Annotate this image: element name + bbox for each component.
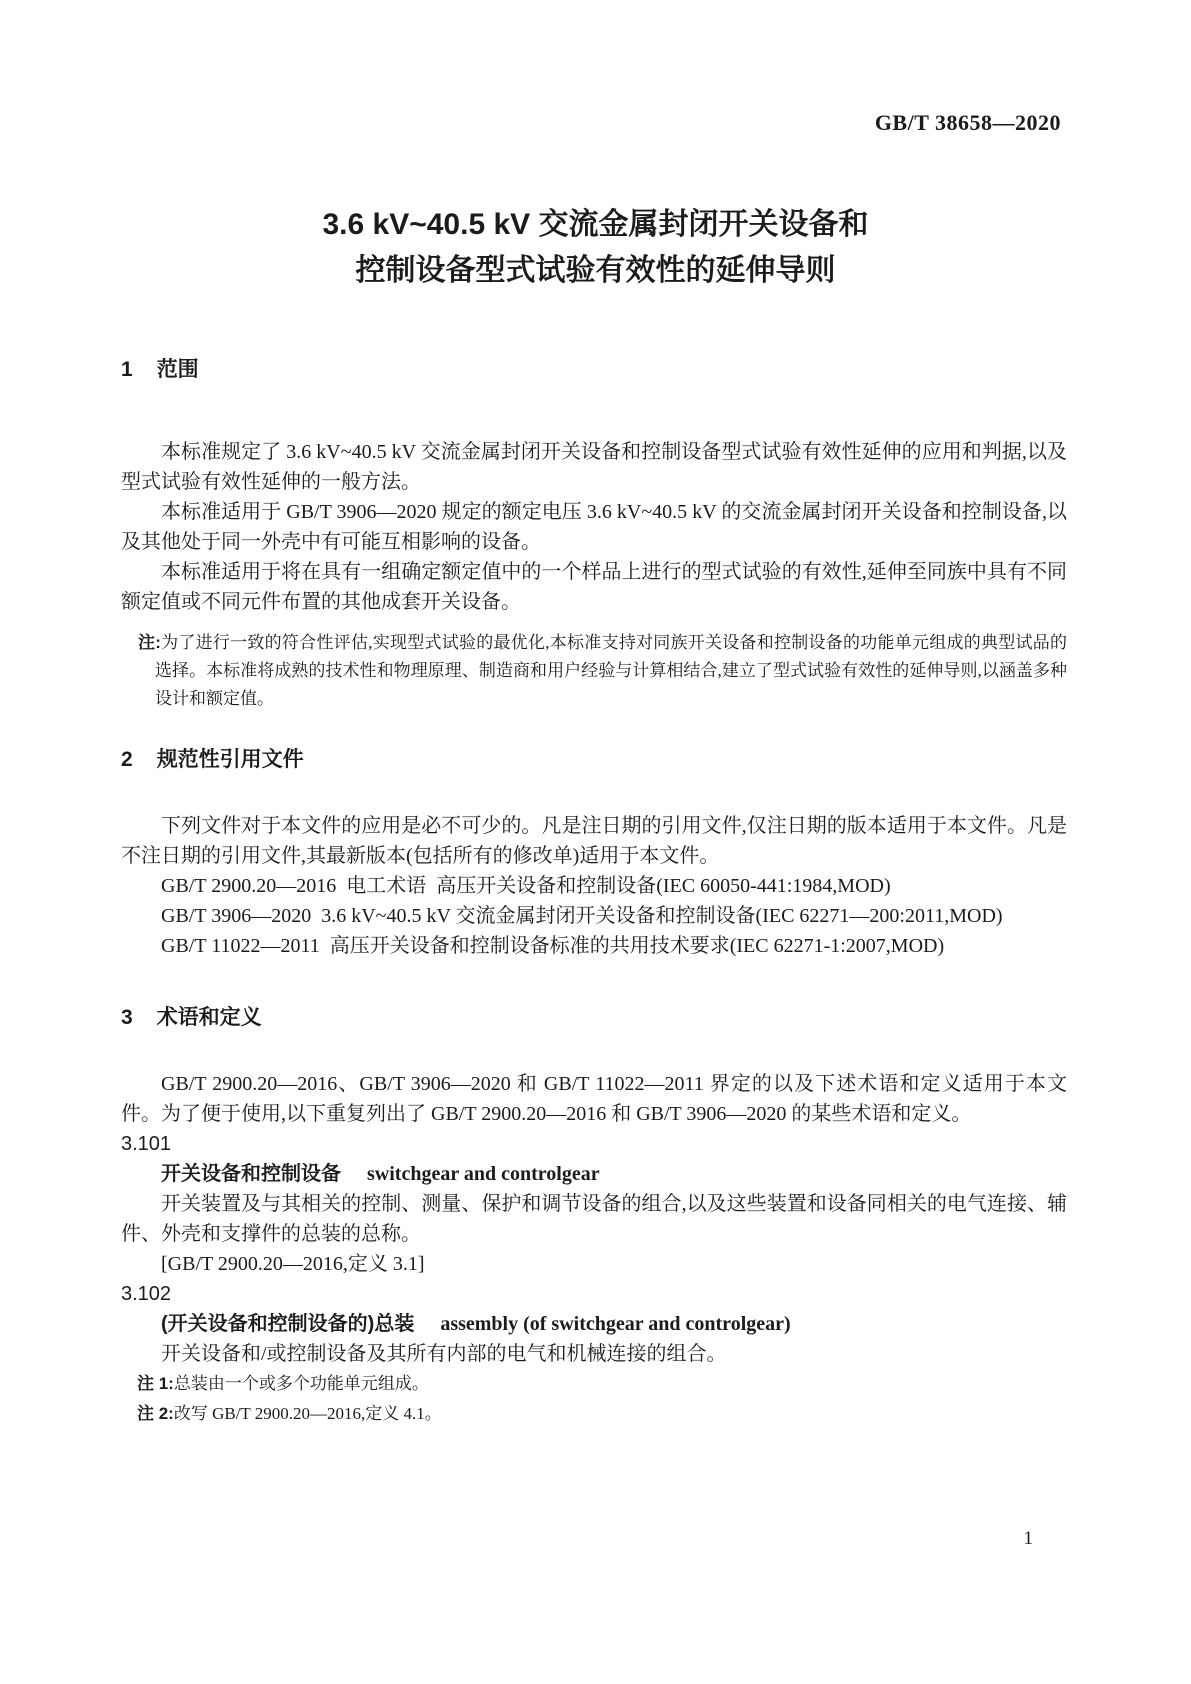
page-number: 1 xyxy=(1023,1528,1033,1549)
section-3-title: 术语和定义 xyxy=(156,1006,262,1029)
note-label: 注 1: xyxy=(137,1374,174,1393)
standard-code-header: GB/T 38658—2020 xyxy=(874,110,1061,135)
term-entry xyxy=(121,1159,1067,1189)
note-text: 总装由一个或多个功能单元组成。 xyxy=(173,1374,429,1393)
document-title xyxy=(0,202,1191,294)
section-1-paragraph: 本标准规定了 3.6 kV~40.5 kV 交流金属封闭开关设备和控制设备型式试验有效性延伸的应用和判据,以及型式试验有效性延伸的一般方法。 xyxy=(121,441,1067,493)
note-label: 注: xyxy=(138,633,161,652)
note-text: 改写 GB/T 2900.20—2016,定义 4.1。 xyxy=(173,1404,442,1423)
term-english: switchgear and controlgear xyxy=(367,1163,600,1185)
section-2-heading xyxy=(121,745,1067,775)
section-3-intro: GB/T 2900.20—2016、GB/T 3906—2020 和 GB/T 11022—2011 界定的以及下述术语和定义适用于本文件。为了便于使用,以下重复列出了 GB/T 2900.20—2016 和 GB/T 3906—2020 的某些术语和定义。 xyxy=(121,1073,1067,1125)
section-2-title: 规范性引用文件 xyxy=(156,748,304,771)
term-number: 3.102 xyxy=(121,1283,172,1305)
term-note xyxy=(137,1369,1067,1399)
section-3-number: 3 xyxy=(121,1006,133,1029)
term-definition: 开关装置及与其相关的控制、测量、保护和调节设备的组合,以及这些装置和设备同相关的电气连接、辅件、外壳和支撑件的总装的总称。 xyxy=(121,1193,1067,1245)
term-chinese: 开关设备和控制设备 xyxy=(161,1163,341,1185)
term-note xyxy=(137,1399,1067,1429)
term-english: assembly (of switchgear and controlgear) xyxy=(440,1313,791,1335)
section-1-paragraph: 本标准适用于 GB/T 3906—2020 规定的额定电压 3.6 kV~40.5 kV 的交流金属封闭开关设备和控制设备,以及其他处于同一外壳中有可能互相影响的设备。 xyxy=(121,501,1067,553)
term-chinese: (开关设备和控制设备的)总装 xyxy=(161,1313,415,1335)
document-title-line1: 3.6 kV~40.5 kV 交流金属封闭开关设备和 xyxy=(322,208,869,241)
normative-reference: GB/T 11022—2011 高压开关设备和控制设备标准的共用技术要求(IEC 62271-1:2007,MOD) xyxy=(161,935,945,957)
page-body xyxy=(121,355,1067,1429)
term-number: 3.101 xyxy=(121,1133,172,1155)
section-2-number: 2 xyxy=(121,748,133,771)
section-1-paragraph: 本标准适用于将在具有一组确定额定值中的一个样品上进行的型式试验的有效性,延伸至同族中具有不同额定值或不同元件布置的其他成套开关设备。 xyxy=(121,561,1067,613)
term-source: [GB/T 2900.20—2016,定义 3.1] xyxy=(161,1253,425,1275)
section-1-note xyxy=(138,629,1067,713)
note-text: 为了进行一致的符合性评估,实现型式试验的最优化,本标准支持对同族开关设备和控制设备的功能单元组成的典型试品的选择。本标准将成熟的技术性和物理原理、制造商和用户经验与计算相结合,建立了型式试验有效性的延伸导则,以涵盖多种设计和额定值。 xyxy=(155,633,1067,708)
note-label: 注 2: xyxy=(137,1404,174,1423)
normative-reference: GB/T 3906—2020 3.6 kV~40.5 kV 交流金属封闭开关设备和控制设备(IEC 62271—200:2011,MOD) xyxy=(161,905,1003,927)
term-entry xyxy=(121,1309,1067,1339)
section-1-heading xyxy=(121,355,1067,385)
section-1-number: 1 xyxy=(121,358,133,381)
section-2-intro: 下列文件对于本文件的应用是必不可少的。凡是注日期的引用文件,仅注日期的版本适用于本文件。凡是不注日期的引用文件,其最新版本(包括所有的修改单)适用于本文件。 xyxy=(121,815,1067,867)
document-title-line2: 控制设备型式试验有效性的延伸导则 xyxy=(355,254,836,287)
section-3-heading xyxy=(121,1003,1067,1033)
normative-reference: GB/T 2900.20—2016 电工术语 高压开关设备和控制设备(IEC 60050-441:1984,MOD) xyxy=(161,875,891,897)
section-1-title: 范围 xyxy=(156,358,199,381)
term-definition: 开关设备和/或控制设备及其所有内部的电气和机械连接的组合。 xyxy=(161,1343,727,1365)
